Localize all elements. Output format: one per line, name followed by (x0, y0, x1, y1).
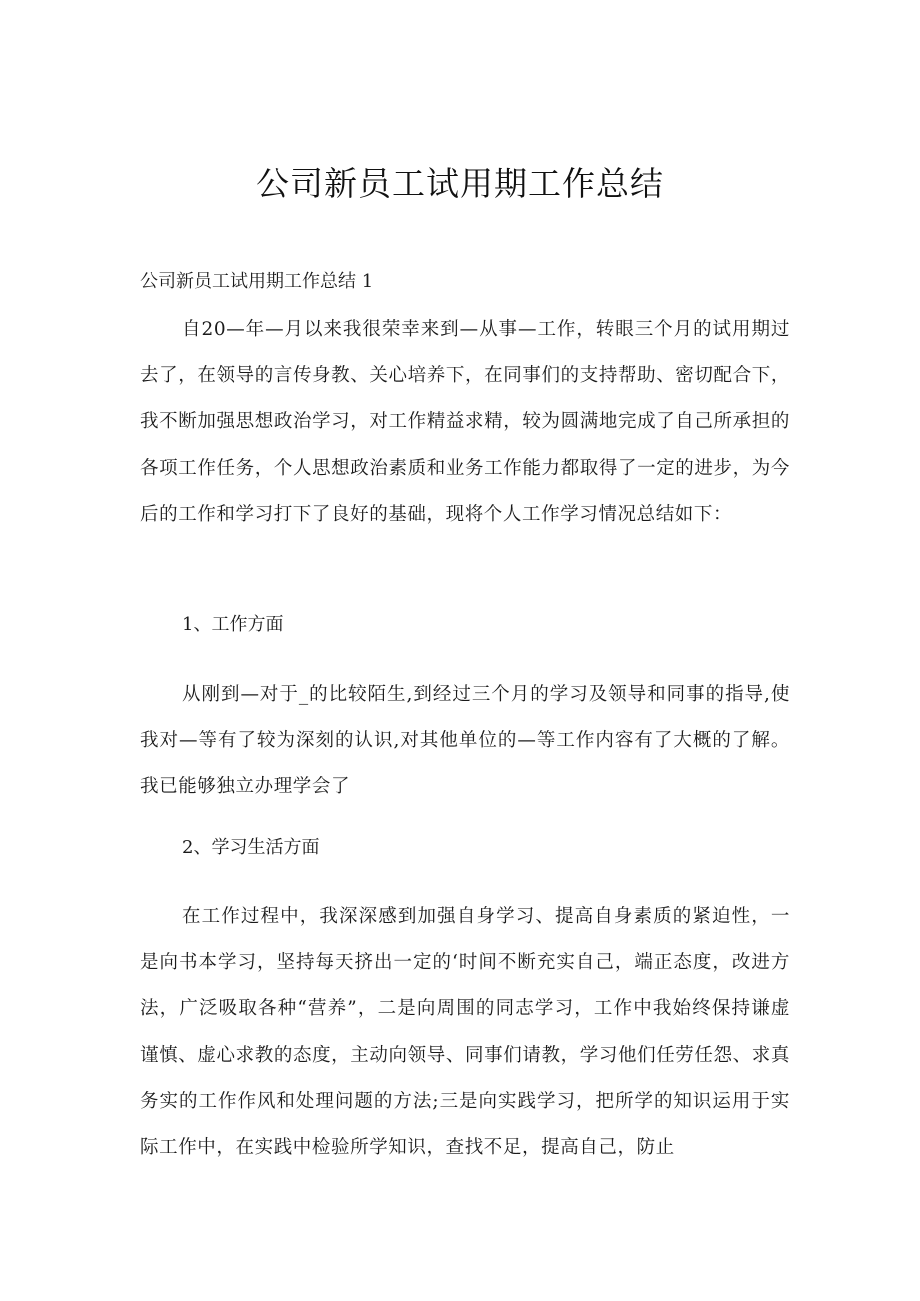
study-life-paragraph: 在工作过程中，我深深感到加强自身学习、提高自身素质的紧迫性，一是向书本学习，坚持每天挤出一定的‘时间不断充实自己，端正态度，改进方法，广泛吸取各种“营养”，二是向周围的同志学习，工作中我始终保持谦虚谨慎、虚心求教的态度，主动向领导、同事们请教，学习他们任劳任怨、求真务实的工作作风和处理问题的方法;三是向实践学习，把所学的知识运用于实际工作中，在实践中检验所学知识，查找不足，提高自己，防止 (140, 906, 790, 1159)
section-heading-work: 1、工作方面 (182, 614, 284, 635)
section-heading-study-life: 2、学习生活方面 (182, 837, 320, 858)
document-subtitle: 公司新员工试用期工作总结 1 (140, 271, 374, 292)
page-title: 公司新员工试用期工作总结 (256, 164, 664, 203)
intro-paragraph: 自20—年—月以来我很荣幸来到—从事—工作，转眼三个月的试用期过去了，在领导的言传身教、关心培养下，在同事们的支持帮助、密切配合下，我不断加强思想政治学习，对工作精益求精，较为圆满地完成了自己所承担的各项工作任务，个人思想政治素质和业务工作能力都取得了一定的进步，为今后的工作和学习打下了良好的基础，现将个人工作学习情况总结如下： (140, 319, 790, 525)
work-paragraph: 从刚到—对于_的比较陌生,到经过三个月的学习及领导和同事的指导,使我对—等有了较为深刻的认识,对其他单位的—等工作内容有了大概的了解。我已能够独立办理学会了 (140, 684, 790, 798)
